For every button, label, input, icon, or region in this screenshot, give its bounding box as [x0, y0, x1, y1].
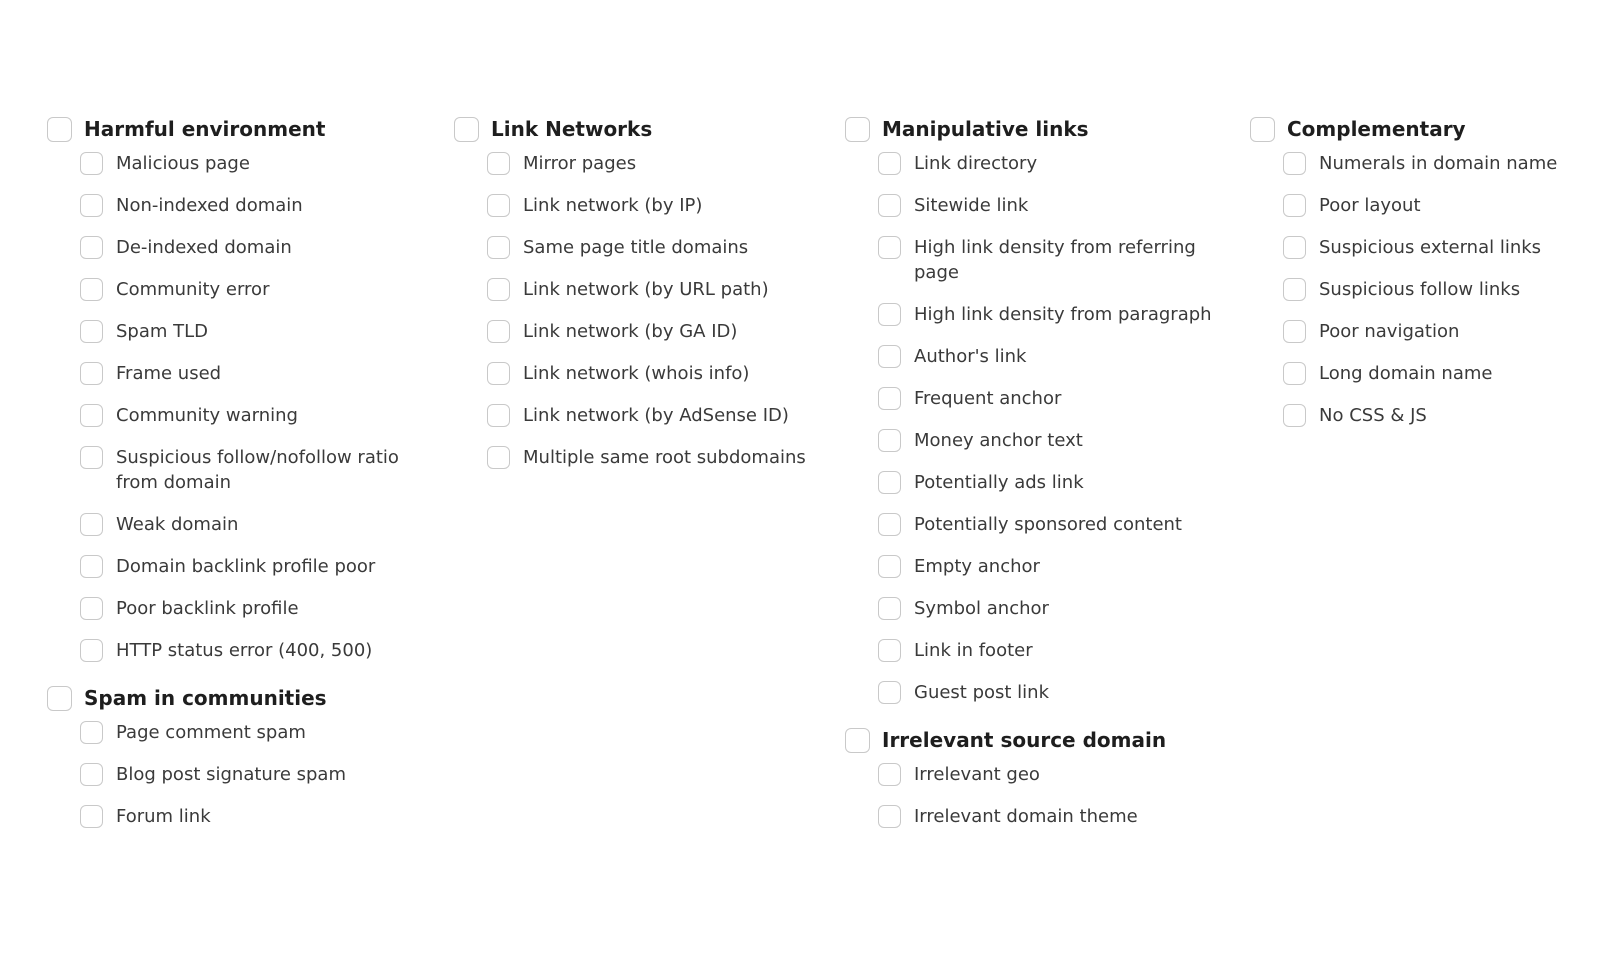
checkbox-label: Guest post link — [914, 682, 1050, 703]
group-title: Manipulative links — [882, 117, 1089, 141]
checkbox[interactable] — [80, 513, 103, 536]
checkbox-item-domain-backlink-profile-poor[interactable] — [80, 554, 417, 579]
checkbox[interactable] — [487, 194, 510, 217]
checkbox-item-sitewide-link[interactable] — [878, 193, 1230, 218]
checkbox[interactable] — [80, 721, 103, 744]
checkbox-label: Poor layout — [1319, 195, 1421, 216]
checkbox[interactable] — [878, 387, 901, 410]
checkbox-item-blog-post-signature-spam[interactable] — [80, 762, 417, 787]
checkbox-label: Link directory — [914, 153, 1038, 174]
checkbox-label: Link network (whois info) — [523, 363, 750, 384]
checkbox-label: Empty anchor — [914, 556, 1040, 577]
checkbox-item-high-link-density-from-referring-page[interactable] — [878, 235, 1230, 285]
checkbox-label: Irrelevant geo — [914, 764, 1040, 785]
checkbox-item-no-css-js[interactable] — [1283, 403, 1610, 428]
checkbox-label: HTTP status error (400, 500) — [116, 640, 373, 661]
checkbox[interactable] — [80, 194, 103, 217]
group-title: Spam in communities — [84, 686, 327, 710]
checkbox-label: Poor navigation — [1319, 321, 1460, 342]
checkbox-label: Malicious page — [116, 153, 250, 174]
checkbox-item-poor-layout[interactable] — [1283, 193, 1610, 218]
checkbox[interactable] — [878, 639, 901, 662]
group-title: Complementary — [1287, 117, 1466, 141]
checkbox-label: Non-indexed domain — [116, 195, 303, 216]
group-title: Harmful environment — [84, 117, 326, 141]
checkbox[interactable] — [80, 446, 103, 469]
checkbox-label: Link network (by IP) — [523, 195, 703, 216]
checkbox-label: Forum link — [116, 806, 211, 827]
checkbox-item-empty-anchor[interactable] — [878, 554, 1230, 579]
checkbox[interactable] — [80, 639, 103, 662]
checkbox-label: Suspicious follow/nofollow ratio from domain — [116, 447, 399, 493]
checkbox[interactable] — [80, 555, 103, 578]
checkbox[interactable] — [878, 345, 901, 368]
checkbox[interactable] — [878, 303, 901, 326]
checkbox-label: Community warning — [116, 405, 298, 426]
checkbox-label: Multiple same root subdomains — [523, 447, 806, 468]
checkbox-item-irrelevant-geo[interactable] — [878, 762, 1230, 787]
checkbox-label: Author's link — [914, 346, 1027, 367]
checkbox-item-high-link-density-from-paragraph[interactable] — [878, 302, 1230, 327]
checkbox-label: Frequent anchor — [914, 388, 1062, 409]
checkbox-item-same-page-title-domains[interactable] — [487, 235, 824, 260]
group-checkbox[interactable] — [845, 728, 870, 753]
column-1 — [47, 112, 417, 847]
group-checkbox[interactable] — [845, 117, 870, 142]
checkbox[interactable] — [878, 681, 901, 704]
checkbox-item-de-indexed-domain[interactable] — [80, 235, 417, 260]
checkbox-item-link-network-by-adsense-id[interactable] — [487, 403, 824, 428]
checkbox-item-link-network-by-ga-id[interactable] — [487, 319, 824, 344]
checkbox-label: Symbol anchor — [914, 598, 1049, 619]
checkbox-item-forum-link[interactable] — [80, 804, 417, 829]
checkbox-item-page-comment-spam[interactable] — [80, 720, 417, 745]
checkbox[interactable] — [80, 763, 103, 786]
group-items — [1283, 151, 1610, 428]
checkbox[interactable] — [80, 278, 103, 301]
checkbox-label: Suspicious follow links — [1319, 279, 1521, 300]
checkbox-label: High link density from referring page — [914, 237, 1196, 283]
checkbox-item-author-s-link[interactable] — [878, 344, 1230, 369]
group-items — [878, 151, 1230, 705]
checkbox-item-suspicious-external-links[interactable] — [1283, 235, 1610, 260]
group-items — [80, 151, 417, 663]
checkbox-item-spam-tld[interactable] — [80, 319, 417, 344]
checkbox[interactable] — [1283, 194, 1306, 217]
checkbox-label: No CSS & JS — [1319, 405, 1427, 426]
checkbox[interactable] — [1283, 152, 1306, 175]
checkbox[interactable] — [487, 446, 510, 469]
checkbox-label: Suspicious external links — [1319, 237, 1542, 258]
checkbox-label: Link network (by AdSense ID) — [523, 405, 789, 426]
checkbox-item-frequent-anchor[interactable] — [878, 386, 1230, 411]
group-checkbox-row-harmful-environment[interactable] — [47, 112, 417, 143]
checkbox[interactable] — [487, 236, 510, 259]
checkbox-item-weak-domain[interactable] — [80, 512, 417, 537]
checkbox-item-suspicious-follow-nofollow-ratio-from-domain[interactable] — [80, 445, 417, 495]
checkbox-item-mirror-pages[interactable] — [487, 151, 824, 176]
checkbox[interactable] — [878, 194, 901, 217]
checkbox-item-potentially-ads-link[interactable] — [878, 470, 1230, 495]
checkbox-label: Long domain name — [1319, 363, 1493, 384]
group-checkbox[interactable] — [454, 117, 479, 142]
checkbox-label: High link density from paragraph — [914, 304, 1212, 325]
checkbox-label: Potentially ads link — [914, 472, 1084, 493]
group-checkbox-row-irrelevant-source-domain[interactable] — [845, 723, 1230, 754]
group-checkbox-row-spam-in-communities[interactable] — [47, 681, 417, 712]
checkbox[interactable] — [878, 236, 901, 259]
checkbox-item-frame-used[interactable] — [80, 361, 417, 386]
checkbox-label: Frame used — [116, 363, 222, 384]
checkbox-item-link-network-whois-info[interactable] — [487, 361, 824, 386]
column-4 — [1250, 112, 1610, 446]
checkbox-label: Domain backlink profile poor — [116, 556, 376, 577]
checkbox-item-guest-post-link[interactable] — [878, 680, 1230, 705]
checkbox-item-community-warning[interactable] — [80, 403, 417, 428]
checkbox-label: Irrelevant domain theme — [914, 806, 1138, 827]
checkbox[interactable] — [1283, 404, 1306, 427]
checkbox[interactable] — [1283, 362, 1306, 385]
group-irrelevant-source-domain — [845, 723, 1230, 829]
checkbox-label: Sitewide link — [914, 195, 1029, 216]
column-3 — [845, 112, 1230, 847]
checkbox[interactable] — [1283, 320, 1306, 343]
checkbox-label: Potentially sponsored content — [914, 514, 1182, 535]
checkbox-item-http-status-error-400-500[interactable] — [80, 638, 417, 663]
checkbox-item-multiple-same-root-subdomains[interactable] — [487, 445, 824, 470]
checkbox[interactable] — [80, 404, 103, 427]
checkbox[interactable] — [487, 320, 510, 343]
checkbox-item-symbol-anchor[interactable] — [878, 596, 1230, 621]
checkbox-label: Community error — [116, 279, 270, 300]
checkbox[interactable] — [878, 763, 901, 786]
checkbox[interactable] — [878, 152, 901, 175]
group-manipulative-links — [845, 112, 1230, 705]
checkbox-item-community-error[interactable] — [80, 277, 417, 302]
checkbox-label: Mirror pages — [523, 153, 637, 174]
checkbox[interactable] — [487, 152, 510, 175]
checkbox[interactable] — [80, 362, 103, 385]
checkbox[interactable] — [80, 805, 103, 828]
checkbox-item-irrelevant-domain-theme[interactable] — [878, 804, 1230, 829]
checkbox-item-numerals-in-domain-name[interactable] — [1283, 151, 1610, 176]
checkbox-label: Blog post signature spam — [116, 764, 346, 785]
checkbox[interactable] — [487, 278, 510, 301]
checkbox-item-link-network-by-ip[interactable] — [487, 193, 824, 218]
group-items — [80, 720, 417, 829]
checkbox-item-link-in-footer[interactable] — [878, 638, 1230, 663]
checkbox-label: Numerals in domain name — [1319, 153, 1558, 174]
checkbox-label: Link in footer — [914, 640, 1033, 661]
checkbox[interactable] — [878, 471, 901, 494]
checkbox-item-suspicious-follow-links[interactable] — [1283, 277, 1610, 302]
checkbox[interactable] — [80, 320, 103, 343]
checkbox-label: Same page title domains — [523, 237, 749, 258]
group-items — [487, 151, 824, 470]
checkbox-label: Spam TLD — [116, 321, 209, 342]
checkbox[interactable] — [80, 597, 103, 620]
checkbox-item-money-anchor-text[interactable] — [878, 428, 1230, 453]
checkbox-item-link-network-by-url-path[interactable] — [487, 277, 824, 302]
column-2 — [454, 112, 824, 488]
group-complementary — [1250, 112, 1610, 428]
checkbox-label: Page comment spam — [116, 722, 306, 743]
checkbox-item-potentially-sponsored-content[interactable] — [878, 512, 1230, 537]
group-spam-in-communities — [47, 681, 417, 829]
checkbox-label: Poor backlink profile — [116, 598, 299, 619]
checkbox[interactable] — [487, 404, 510, 427]
checkbox[interactable] — [878, 555, 901, 578]
checkbox-label: Money anchor text — [914, 430, 1083, 451]
group-checkbox-row-complementary[interactable] — [1250, 112, 1610, 143]
checkbox[interactable] — [878, 513, 901, 536]
group-items — [878, 762, 1230, 829]
checkbox[interactable] — [80, 236, 103, 259]
group-title: Link Networks — [491, 117, 653, 141]
checkbox[interactable] — [1283, 236, 1306, 259]
checkbox[interactable] — [878, 429, 901, 452]
group-checkbox[interactable] — [47, 686, 72, 711]
checkbox-item-non-indexed-domain[interactable] — [80, 193, 417, 218]
checkbox[interactable] — [878, 597, 901, 620]
checkbox[interactable] — [1283, 278, 1306, 301]
checkbox-item-long-domain-name[interactable] — [1283, 361, 1610, 386]
checkbox-label: Link network (by URL path) — [523, 279, 769, 300]
checkbox[interactable] — [80, 152, 103, 175]
checkbox[interactable] — [487, 362, 510, 385]
group-title: Irrelevant source domain — [882, 728, 1167, 752]
group-harmful-environment — [47, 112, 417, 663]
group-checkbox[interactable] — [1250, 117, 1275, 142]
checkbox-item-poor-navigation[interactable] — [1283, 319, 1610, 344]
group-checkbox-row-link-networks[interactable] — [454, 112, 824, 143]
checkbox[interactable] — [878, 805, 901, 828]
checkbox-item-link-directory[interactable] — [878, 151, 1230, 176]
checkbox-label: Link network (by GA ID) — [523, 321, 738, 342]
group-link-networks — [454, 112, 824, 470]
checkbox-label: De-indexed domain — [116, 237, 292, 258]
group-checkbox-row-manipulative-links[interactable] — [845, 112, 1230, 143]
checkbox-label: Weak domain — [116, 514, 239, 535]
checkbox-item-malicious-page[interactable] — [80, 151, 417, 176]
group-checkbox[interactable] — [47, 117, 72, 142]
checkbox-item-poor-backlink-profile[interactable] — [80, 596, 417, 621]
